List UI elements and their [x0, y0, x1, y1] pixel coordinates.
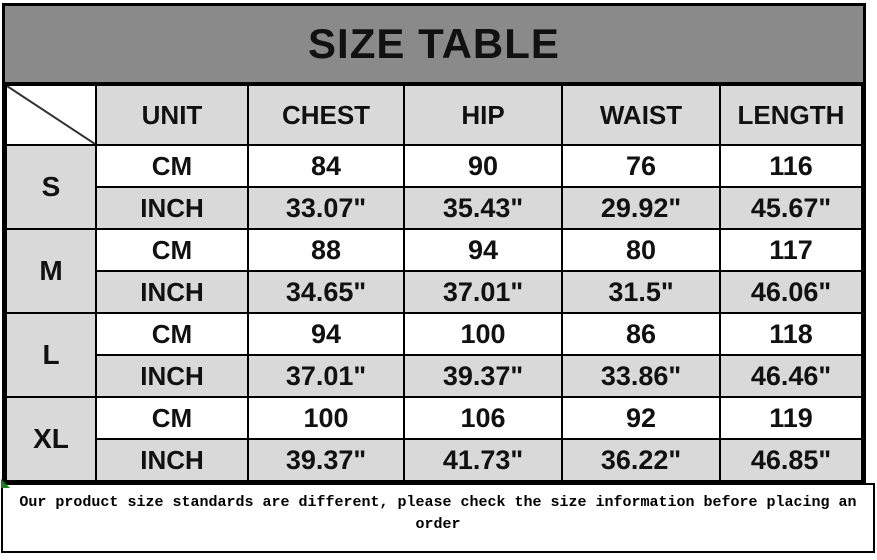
- value-cell: 45.67": [720, 187, 862, 229]
- size-label-cell: M: [6, 229, 96, 313]
- value-cell: 46.85": [720, 439, 862, 481]
- value-cell: 46.06": [720, 271, 862, 313]
- unit-cell: CM: [96, 145, 248, 187]
- value-cell: 100: [248, 397, 404, 439]
- table-title-bar: [5, 6, 863, 84]
- value-cell: 119: [720, 397, 862, 439]
- unit-cell: INCH: [96, 187, 248, 229]
- column-header-chest: CHEST: [248, 85, 404, 145]
- value-cell: 80: [562, 229, 720, 271]
- column-header-length: LENGTH: [720, 85, 862, 145]
- table-row: [6, 145, 862, 187]
- unit-cell: CM: [96, 313, 248, 355]
- column-header-hip: HIP: [404, 85, 562, 145]
- table-row: [6, 313, 862, 355]
- size-label-cell: XL: [6, 397, 96, 481]
- table-row: [6, 439, 862, 481]
- value-cell: 116: [720, 145, 862, 187]
- value-cell: 46.46": [720, 355, 862, 397]
- value-cell: 94: [404, 229, 562, 271]
- value-cell: 37.01": [404, 271, 562, 313]
- table-row: [6, 187, 862, 229]
- size-table: [5, 84, 863, 482]
- value-cell: 31.5": [562, 271, 720, 313]
- value-cell: 86: [562, 313, 720, 355]
- diagonal-line: [7, 86, 95, 144]
- value-cell: 35.43": [404, 187, 562, 229]
- column-header-waist: WAIST: [562, 85, 720, 145]
- value-cell: 33.86": [562, 355, 720, 397]
- value-cell: 76: [562, 145, 720, 187]
- unit-cell: CM: [96, 229, 248, 271]
- value-cell: 88: [248, 229, 404, 271]
- unit-cell: INCH: [96, 355, 248, 397]
- value-cell: 37.01": [248, 355, 404, 397]
- value-cell: 33.07": [248, 187, 404, 229]
- header-row: [6, 85, 862, 145]
- table-row: [6, 229, 862, 271]
- value-cell: 39.37": [404, 355, 562, 397]
- size-label-cell: L: [6, 313, 96, 397]
- unit-cell: CM: [96, 397, 248, 439]
- unit-cell: INCH: [96, 271, 248, 313]
- note-text: Our product size standards are different, please check the size information before placing an order: [19, 494, 857, 533]
- table-row: [6, 271, 862, 313]
- value-cell: 39.37": [248, 439, 404, 481]
- value-cell: 90: [404, 145, 562, 187]
- diagonal-corner-cell: [6, 85, 96, 145]
- value-cell: 29.92": [562, 187, 720, 229]
- table-row: [6, 355, 862, 397]
- note-box: [1, 483, 875, 553]
- value-cell: 118: [720, 313, 862, 355]
- size-label-cell: S: [6, 145, 96, 229]
- value-cell: 36.22": [562, 439, 720, 481]
- value-cell: 41.73": [404, 439, 562, 481]
- size-table-container: [2, 3, 866, 485]
- value-cell: 94: [248, 313, 404, 355]
- value-cell: 100: [404, 313, 562, 355]
- table-title: SIZE TABLE: [308, 20, 560, 67]
- value-cell: 84: [248, 145, 404, 187]
- value-cell: 92: [562, 397, 720, 439]
- green-corner-mark: [1, 479, 10, 488]
- column-header-unit: UNIT: [96, 85, 248, 145]
- unit-cell: INCH: [96, 439, 248, 481]
- value-cell: 117: [720, 229, 862, 271]
- value-cell: 34.65": [248, 271, 404, 313]
- value-cell: 106: [404, 397, 562, 439]
- table-row: [6, 397, 862, 439]
